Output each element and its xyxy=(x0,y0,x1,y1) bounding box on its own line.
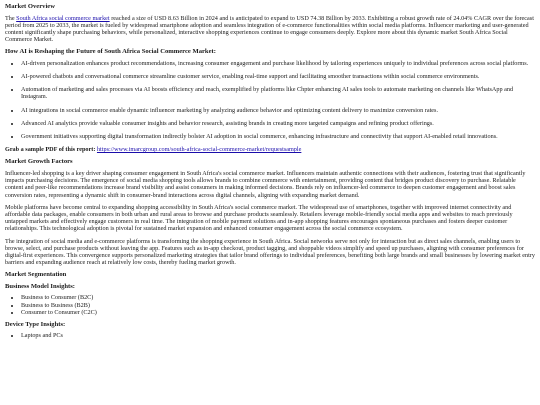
ai-list-item: • AI-driven personalization enhances product recommendations, increasing consumer engagement and purchase likelihood by tailoring experiences uniquely to individual preferences across social platforms. xyxy=(21,60,535,67)
growth-paragraph: The integration of social media and e-commerce platforms is transforming the shopping experience in South Africa. Social networks serve not only for interaction but as direct sales channels, enabling users to browse, select, and purchase products without leaving the app. Features such as in-app checkout, product tagging, and shoppable videos simplify and speed up purchases, aligning with consumer preferences for digital-first experiences. This convergence supports personalized marketing strategies that tailor brand offerings to individual preferences, benefiting both large brands and small businesses by lowering market entry barriers and expanding audience reach at relatively low costs, thereby fueling market growth. xyxy=(5,237,535,267)
business-model-item: • Business to Business (B2B) xyxy=(21,302,535,309)
ai-list-item: • Automation of marketing and sales processes via AI boosts efficiency and reach, exemplified by platforms like Chpter enhancing AI sales tools to automate marketing on channels like WhatsApp and Instagram. xyxy=(21,86,535,100)
device-type-list xyxy=(5,332,535,339)
sample-link[interactable]: https://www.imarcgroup.com/south-africa-social-commerce-market/requestsample xyxy=(96,146,302,154)
growth-heading: Market Growth Factors xyxy=(5,158,73,166)
device-type-item: • Laptops and PCs xyxy=(21,332,535,339)
overview-text-rest: reached a size of USD 8.63 Billion in 2024 and is anticipated to expand to USD 74.38 Billion by 2033. Exhibiting a robust growth rate of 24.04% CAGR over the forecast period from 2025 to 2033, the market is fueled by widespread smartphone adoption and seamless integration of e-commerce functionalities within social media platforms. Influencer marketing and user-generated content significantly shape purchasing behaviors, while personalized, interactive shopping experiences continue to engage consumers deeply. Explore more about this dynamic market South Africa Social Commerce Market. xyxy=(5,14,534,44)
business-model-list xyxy=(5,294,535,316)
ai-list-item: • AI integrations in social commerce enable dynamic influencer marketing by analyzing audience behavior and optimizing content delivery to maximize conversion rates. xyxy=(21,107,535,114)
ai-list-item: • Advanced AI analytics provide valuable consumer insights and behavior research, assisting brands in creating more targeted campaigns and refining product offerings. xyxy=(21,120,535,127)
market-link[interactable]: South Africa social commerce market xyxy=(16,14,110,22)
sample-line xyxy=(5,146,535,153)
ai-section-heading: How AI is Reshaping the Future of South Africa Social Commerce Market: xyxy=(5,48,216,56)
segmentation-heading: Market Segmentation xyxy=(5,271,67,279)
ai-list xyxy=(5,60,535,140)
market-overview-heading: Market Overview xyxy=(5,3,55,10)
device-type-heading: Device Type Insights: xyxy=(5,320,66,328)
ai-list-item: • AI-powered chatbots and conversational commerce streamline customer service, enabling real-time support and facilitating smoother transactions within social commerce environments. xyxy=(21,73,535,80)
growth-paragraph: Influencer-led shopping is a key driver shaping consumer engagement in South Africa's social commerce market. Influencers maintain authentic connections with their audiences, fostering trust that significantly impacts purchasing decisions. The emergence of social media shopping tools allows brands to combine commerce with entertainment, providing content that bridges product discovery to purchase. Relatable content and peer-like recommendations increase brand visibility and assist consumers in making informed decisions. Brands rely on influencer-led commerce to deepen customer engagement and boost sales conversion rates, representing a dynamic shift in consumer-brand interactions across digital channels, aligning with expanding market demand. xyxy=(5,169,526,199)
overview-text-start: The xyxy=(5,14,17,22)
sample-label: Grab a sample PDF of this report: xyxy=(5,146,96,154)
market-overview-paragraph xyxy=(5,15,535,44)
business-model-item: • Business to Consumer (B2C) xyxy=(21,294,535,301)
ai-list-item: • Government initiatives supporting digital transformation indirectly bolster AI adoption in social commerce, enhancing infrastructure and connectivity that support AI-enabled retail innovations. xyxy=(21,133,535,140)
business-model-heading: Business Model Insights: xyxy=(5,282,75,290)
business-model-item: • Consumer to Consumer (C2C) xyxy=(21,309,535,316)
growth-paragraph: Mobile platforms have become central to expanding shopping accessibility in South Africa's social commerce market. The widespread use of smartphones, together with improved internet connectivity and affordable data packages, enable consumers in both urban and rural areas to browse and purchase products seamlessly. Retailers leverage mobile-friendly social media apps and websites to reach previously untapped markets and effectively engage customers in real time. The integration of mobile payment solutions and in-app shopping features encourages spontaneous purchases and fosters deeper customer relationships. This technological adoption is pivotal for sustained market expansion and enhanced consumer engagement across the social commerce ecosystem. xyxy=(5,203,513,233)
